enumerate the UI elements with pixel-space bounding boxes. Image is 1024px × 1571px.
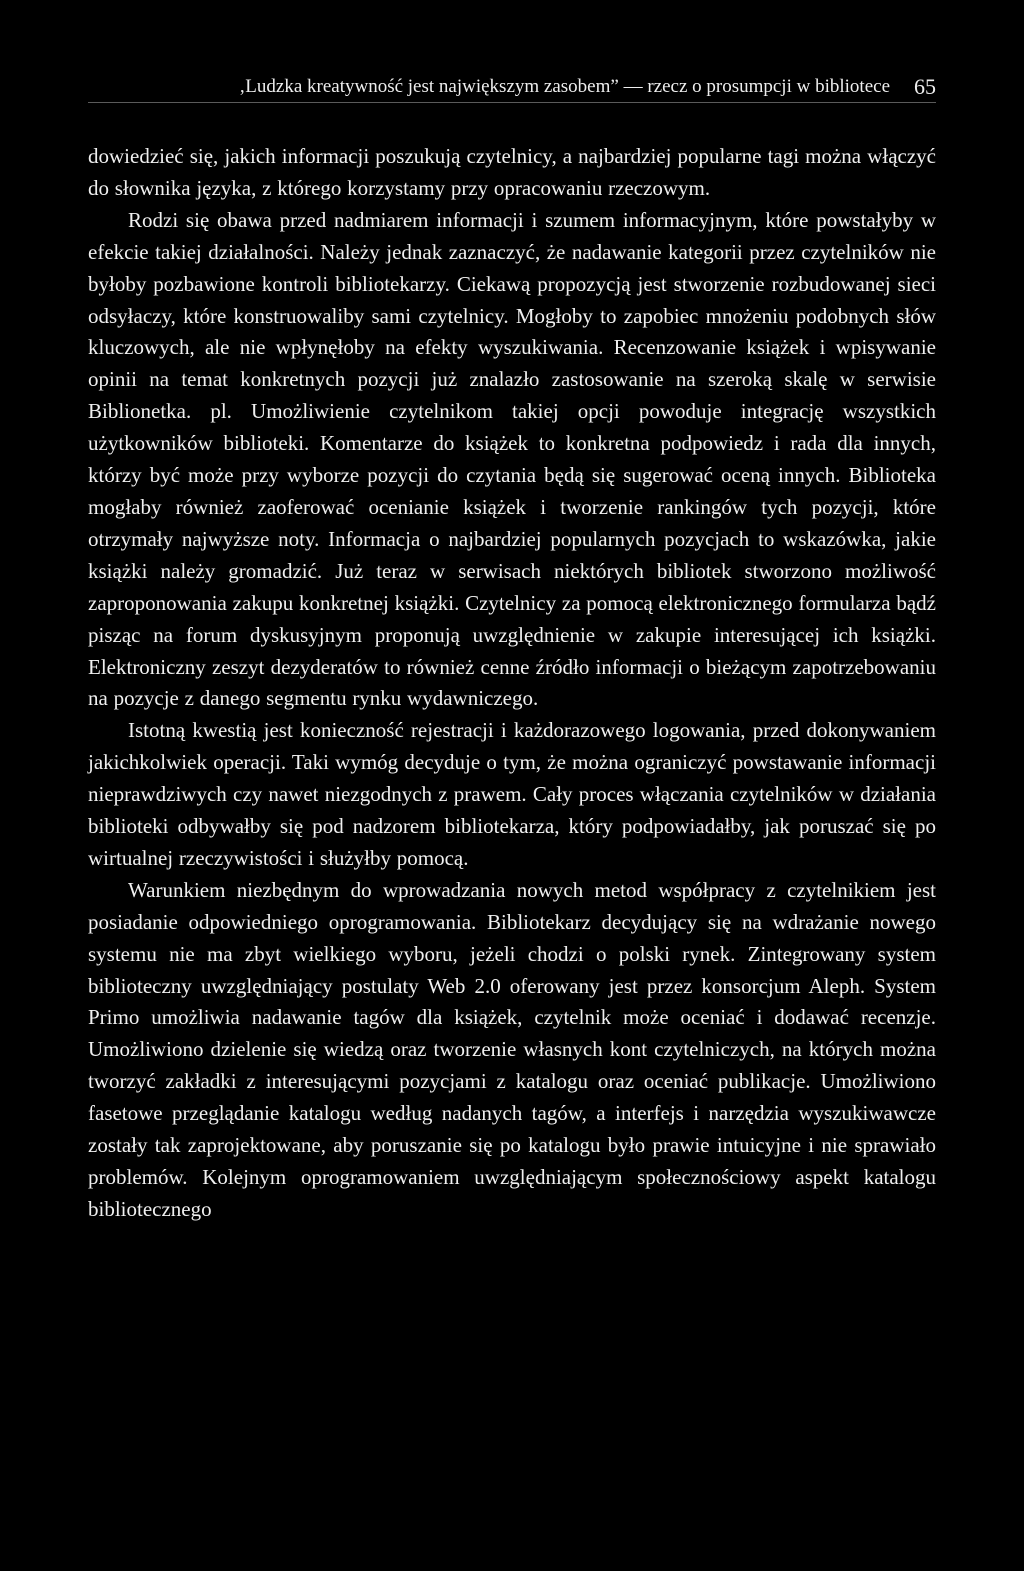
paragraph: Rodzi się obawa przed nadmiarem informacji i szumem informacyjnym, które powstałyby w efekcie takiej działalności. Należy jednak zaznaczyć, że nadawanie kategorii przez czytelników nie byłoby pozbawione kontroli bibliotekarzy. Ciekawą propozycją jest stworzenie rozbudowanej sieci odsyłaczy, które konstruowaliby sami czytelnicy. Mogłoby to zapobiec mnożeniu podobnych słów kluczowych, ale nie wpłynęłoby na efekty wyszukiwania. Recenzowanie książek i wpisywanie opinii na temat konkretnych pozycji już znalazło zastosowanie na szeroką skalę w serwisie Biblionetka. pl. Umożliwienie czytelnikom takiej opcji powoduje integrację wszystkich użytkowników biblioteki. Komentarze do książek to konkretna podpowiedz i rada dla innych, którzy być może przy wyborze pozycji do czytania będą się sugerować oceną innych. Biblioteka mogłaby również zaoferować ocenianie książek i tworzenie rankingów tych pozycji, które otrzymały najwyższe noty. Informacja o najbardziej popularnych pozycjach to wskazówka, jakie książki należy gromadzić. Już teraz w serwisach niektórych bibliotek stworzono możliwość zaproponowania zakupu konkretnej książki. Czytelnicy za pomocą elektronicznego formularza bądź pisząc na forum dyskusyjnym proponują uwzględnienie w zakupie interesującej ich książki. Elektroniczny zeszyt dezyderatów to również cenne źródło informacji o bieżącym zapotrzebowaniu na pozycje z danego segmentu rynku wydawniczego. [88,207,936,711]
running-title: ‚Ludzka kreatywność jest największym zasobem” — rzecz o prosumpcji w bibliotece [238,76,890,97]
book-page [88,0,936,1571]
paragraph: Istotną kwestią jest konieczność rejestracji i każdorazowego logowania, przed dokonywaniem jakichkolwiek operacji. Taki wymóg decyduje o tym, że można ograniczyć powstawanie informacji nieprawdziwych czy nawet niezgodnych z prawem. Cały proces włączania czytelników w działania biblioteki odbywałby się pod nadzorem bibliotekarza, który podpowiadałby, jak poruszać się po wirtualnej rzeczywistości i służyłby pomocą. [88,718,936,870]
header-rule [88,102,936,103]
running-header [88,71,936,103]
page-number: 65 [914,74,936,99]
body-text [88,141,936,1226]
paragraph: dowiedzieć się, jakich informacji poszukują czytelnicy, a najbardziej popularne tagi można włączyć do słownika języka, z którego korzystamy przy opracowaniu rzeczowym. [88,144,936,200]
paragraph: Warunkiem niezbędnym do wprowadzania nowych metod współpracy z czytelnikiem jest posiadanie odpowiedniego oprogramowania. Bibliotekarz decydujący się na wdrażanie nowego systemu nie ma zbyt wielkiego wyboru, jeżeli chodzi o polski rynek. Zintegrowany system biblioteczny uwzględniający postulaty Web 2.0 oferowany jest przez konsorcjum Aleph. System Primo umożliwia nadawanie tagów dla książek, czytelnik może oceniać i dodawać recenzje. Umożliwiono dzielenie się wiedzą oraz tworzenie własnych kont czytelniczych, na których można tworzyć zakładki z interesującymi pozycjami z katalogu oraz oceniać publikacje. Umożliwiono fasetowe przeglądanie katalogu według nadanych tagów, a interfejs i narzędzia wyszukiwawcze zostały tak zaprojektowane, aby poruszanie się po katalogu było prawie intuicyjne i nie sprawiało problemów. Kolejnym oprogramowaniem uwzględniającym społecznościowy aspekt katalogu bibliotecznego [88,877,936,1221]
